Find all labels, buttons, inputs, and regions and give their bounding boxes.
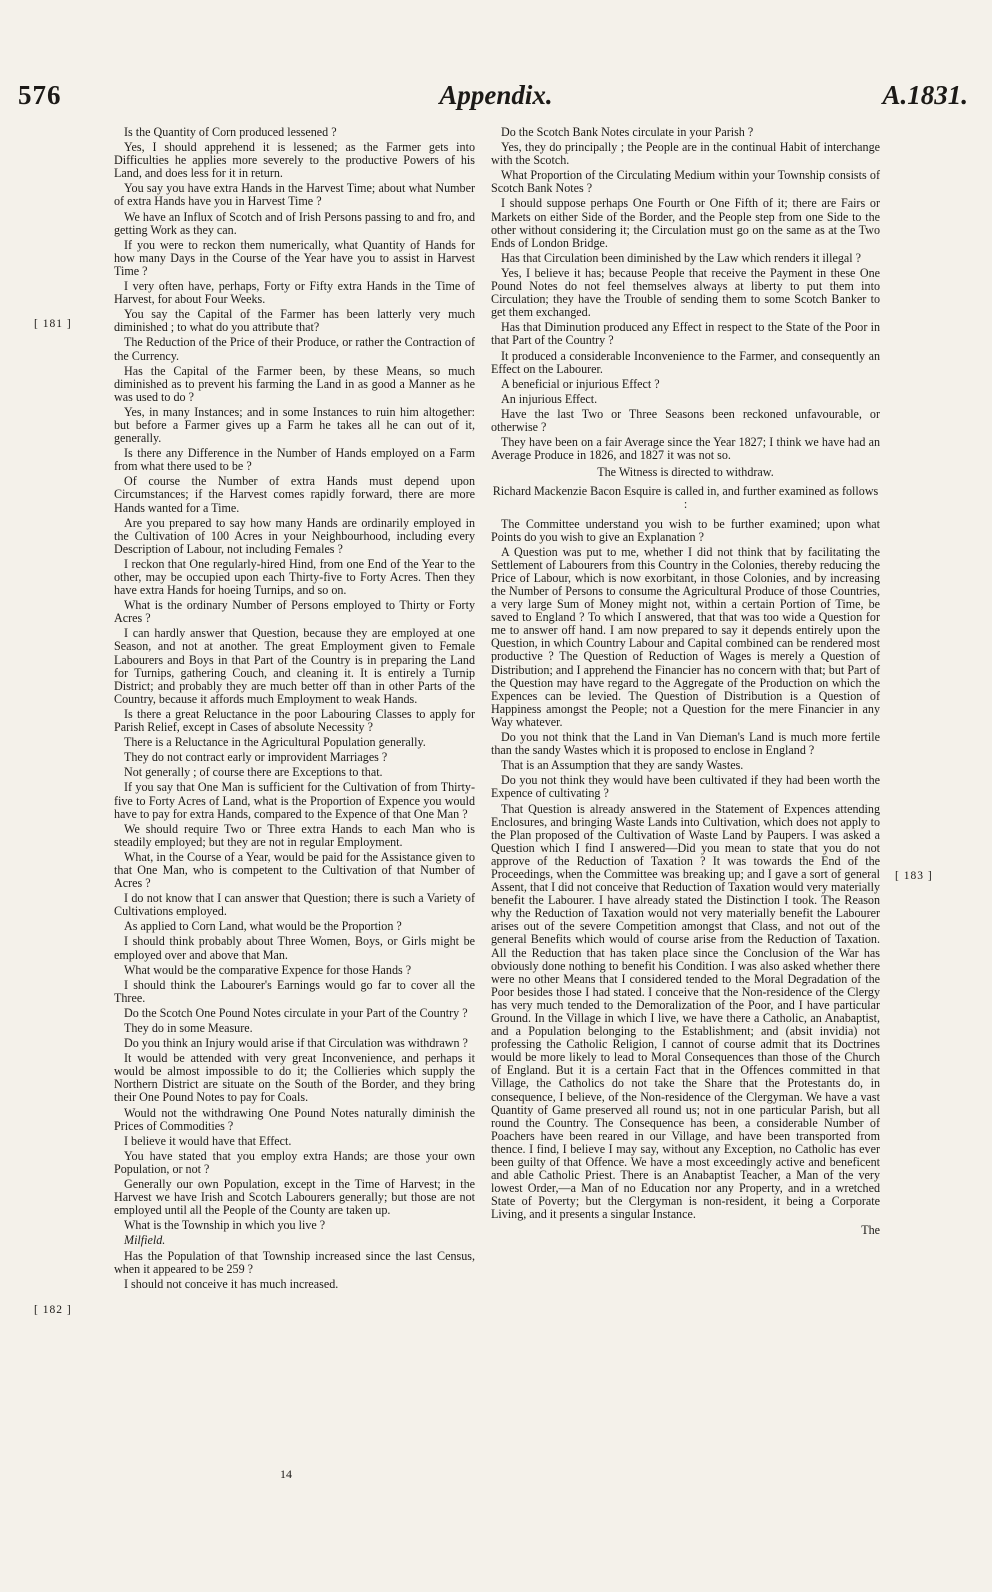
- paragraph: Milfield.: [124, 1233, 166, 1248]
- paragraph: They do not contract early or improvident Marriages ?: [124, 750, 388, 765]
- paragraph: Generally our own Population, except in the Time of Harvest; in the Harvest we have Irish and Scotch Labourers generally; but those are not employed until all the People of the County are taken up.: [114, 1177, 475, 1218]
- paragraph: I should think probably about Three Women, Boys, or Girls might be employed over and above that Man.: [114, 934, 475, 962]
- paragraph: I do not know that I can answer that Question; there is such a Variety of Cultivations employed.: [114, 891, 475, 919]
- paragraph: Do you not think they would have been cultivated if they had been worth the Expence of cultivating ?: [491, 773, 880, 801]
- paragraph: If you were to reckon them numerically, what Quantity of Hands for how many Days in the Course of the Year have you to assist in Harvest Time ?: [114, 237, 475, 278]
- paragraph: Has the Capital of the Farmer been, by these Means, so much diminished as to prevent his farming the Land in as good a Manner as he was used to do ?: [114, 363, 475, 404]
- paragraph: I very often have, perhaps, Forty or Fifty extra Hands in the Time of Harvest, for about Four Weeks.: [114, 279, 475, 307]
- paragraph: The Committee understand you wish to be further examined; upon what Points do you wish to give an Explanation ?: [491, 516, 880, 544]
- paragraph: Do the Scotch Bank Notes circulate in your Parish ?: [501, 125, 754, 139]
- paragraph: Is there any Difference in the Number of Hands employed on a Farm from what there used to be ?: [114, 446, 475, 474]
- paragraph: Do the Scotch One Pound Notes circulate in your Part of the Country ?: [124, 1005, 468, 1020]
- paragraph: The Reduction of the Price of their Produce, or rather the Contraction of the Currency.: [114, 335, 475, 363]
- paragraph: It produced a considerable Inconvenience to the Farmer, and consequently an Effect on the Labourer.: [491, 348, 880, 376]
- witness-called-heading: Richard Mackenzie Bacon Esquire is called in, and further examined as follows :: [492, 484, 879, 512]
- paragraph: I reckon that One regularly-hired Hind, from one End of the Year to the other, may be occupied upon each Thirty-five to Forty Acres. Then they have extra Hands for hoeing Turnips, and so on.: [114, 556, 475, 598]
- witness-withdraw-note: The Witness is directed to withdraw.: [597, 465, 774, 480]
- paragraph: What is the Township in which you live ?: [124, 1218, 326, 1233]
- running-header: [0, 78, 992, 118]
- paragraph: Has that Circulation been diminished by the Law which renders it illegal ?: [501, 250, 862, 265]
- paragraph: I believe it would have that Effect.: [124, 1133, 292, 1148]
- paragraph: Of course the Number of extra Hands must depend upon Circumstances; if the Harvest comes rapidly forward, there are more Hands wanted for a Time.: [114, 474, 475, 515]
- paragraph: What would be the comparative Expence for those Hands ?: [124, 962, 412, 977]
- paragraph: If you say that One Man is sufficient for the Cultivation of from Thirty-five to Forty Acres of Land, what is the Proportion of Expence you would have to pay for extra Hands, compared to the Expence of that One Man ?: [114, 780, 475, 821]
- paragraph: Have the last Two or Three Seasons been reckoned unfavourable, or otherwise ?: [491, 406, 880, 434]
- paragraph: I should not conceive it has much increased.: [124, 1276, 339, 1291]
- paragraph: Has that Diminution produced any Effect in respect to the State of the Poor in that Part of the Country ?: [491, 320, 880, 348]
- paragraph: Is the Quantity of Corn produced lessened ?: [124, 125, 337, 139]
- paragraph: I should think the Labourer's Earnings would go far to cover all the Three.: [114, 977, 475, 1005]
- paragraph: Are you prepared to say how many Hands are ordinarily employed in the Cultivation of 100 Acres in your Neighbourhood, including every Description of Labour, not including Females ?: [114, 515, 475, 556]
- running-year: A.1831.: [882, 80, 968, 110]
- paragraph: Would not the withdrawing One Pound Notes naturally diminish the Prices of Commodities ?: [114, 1105, 475, 1133]
- paragraph: Is there a great Reluctance in the poor Labouring Classes to apply for Parish Relief, except in Cases of absolute Necessity ?: [114, 706, 475, 735]
- paragraph: We should require Two or Three extra Hands to each Man who is steadily employed; but they are not in regular Employment.: [114, 821, 475, 849]
- paragraph: Yes, in many Instances; and in some Instances to ruin him altogether: but before a Farmer gives up a Farm he takes all he can out of it, generally.: [114, 404, 475, 446]
- margin-note-182: [ 182 ]: [34, 1304, 72, 1316]
- paragraph: Yes, I should apprehend it is lessened; as the Farmer gets into Difficulties he applies more severely to the productive Powers of his Land, and does less for it in return.: [114, 140, 475, 181]
- paragraph: Yes, they do principally ; the People are in the continual Habit of interchange with the Scotch.: [491, 140, 880, 168]
- margin-note-181: [ 181 ]: [34, 318, 72, 330]
- paragraph: That is an Assumption that they are sandy Wastes.: [501, 758, 744, 773]
- paragraph: You say the Capital of the Farmer has been latterly very much diminished ; to what do you attribute that?: [114, 307, 475, 335]
- left-column: [114, 126, 475, 1293]
- page-number: 576: [18, 80, 62, 110]
- paragraph: An injurious Effect.: [501, 391, 598, 406]
- paragraph: It would be attended with very great Inconvenience, and perhaps it would be almost impossible to do it; the Collieries which supply the Northern District are situate on the South of the Border, and they bring their One Pound Notes to pay for Coals.: [114, 1051, 475, 1105]
- paragraph: That Question is already answered in the Statement of Expences attending Enclosures, and bringing Waste Lands into Cultivation, which does not apply to the Plan proposed of the Cultivation of Waste Land by Paupers. I was asked a Question which I find I answered—Did you mean to state that you do not approve of the Reduction of Taxation ? It was towards the End of the Proceedings, when the Committee was breaking up; and I gave a sort of general Assent, that I did not conceive that Reduction of Taxation would very materially benefit the Labourer. I have already stated the Distinction I took. The Reason why the Reduction of Taxation would not very materially benefit the Labourer arises out of the severe Competition amongst that Class, and not out of the general Benefits which would of course arise from the Reduction of Taxation. All the Reduction that has taken place since the Conclusion of the War has obviously done nothing to benefit his Condition. I was also asked whether there were no other Means that I considered tended to the Moral Degradation of the Poor besides those I had stated. I conceive that the Non-residence of the Clergy has very much tended to the Demoralization of the Poor, and I have particular Ground. In the Village in which I live, we have there a Catholic, an Anabaptist, and a Population belonging to the Establishment; and (absit invidia) not professing the Catholic Religion, I cannot of course admit that its Doctrines would be more likely to lead to Moral Consequences than those of the Church of England. But it is a certain Fact that in the Offences committed in that Village, the Catholics do not take the Share that the Protestants do, in consequence, I believe, of the Non-residence of the Clergyman. We have a vast Quantity of Game preserved all round us; not in one particular Parish, but all round the Country. The Consequence has been, a considerable Number of Poachers have been reared in our Village, and have been transported from thence. I find, I believe I may say, without any Exception, no Catholic has ever been guilty of that Offence. We have a most exceedingly active and beneficent and able Catholic Priest. There is an Anabaptist Teacher, a Man of the very lowest Order,—a Man of no Education nor any Property, and in a wretched State of Poverty; but the Clergyman is non-resident, it being a Corporate Living, and it presents a singular Instance.: [491, 801, 880, 1222]
- paragraph: Do you not think that the Land in Van Dieman's Land is much more fertile than the sandy Wastes which it is proposed to enclose in England ?: [491, 730, 880, 758]
- paragraph: Do you think an Injury would arise if that Circulation was withdrawn ?: [124, 1036, 468, 1051]
- paragraph: They have been on a fair Average since the Year 1827; I think we have had an Average Produce in 1826, and 1827 it was not so.: [491, 435, 880, 463]
- paragraph: You have stated that you employ extra Hands; are those your own Population, or not ?: [114, 1148, 475, 1176]
- paragraph: I can hardly answer that Question, because they are employed at one Season, and not at another. The great Employment given to Female Labourers and Boys in that Part of the Country is in preparing the Land for Turnips, gathering Couch, and cleaning it. It is entirely a Turnip District; and probably they are much better off than in other Parts of the Country, because it affords much Employment to weak Hands.: [114, 626, 475, 706]
- right-column: [491, 126, 880, 1239]
- paragraph: They do in some Measure.: [124, 1021, 253, 1035]
- paragraph: We have an Influx of Scotch and of Irish Persons passing to and fro, and getting Work as they can.: [114, 209, 475, 237]
- paragraph: What Proportion of the Circulating Medium within your Township consists of Scotch Bank Notes ?: [491, 168, 880, 196]
- paragraph: There is a Reluctance in the Agricultural Population generally.: [124, 735, 426, 750]
- paragraph: You say you have extra Hands in the Harvest Time; about what Number of extra Hands have you in Harvest Time ?: [114, 181, 475, 209]
- paragraph: Has the Population of that Township increased since the last Census, when it appeared to be 259 ?: [114, 1248, 475, 1276]
- paragraph: A Question was put to me, whether I did not think that by facilitating the Settlement of Labourers from this Country in the Colonies, thereby reducing the Price of Labour, which is now exorbitant, in those Colonies, and by increasing the Number of Persons to consume the Agricultural Produce of those Countries, a very large Sum of Money might not, within a certain Portion of Time, be saved to England ? To which I answered, that that was too wide a Question for me to answer off hand. I am now prepared to say it depends entirely upon the Question, in which Country Labour and Capital combined can be rendered most productive ? The Question of Reduction of Wages is merely a Question of Distribution; and I apprehend the Financier has no concern with that; but Part of the Question may have regard to the Aggregate of the Production on which the Expences can be levied. The Question of Distribution is a Question of Happiness amongst the People; not a Question for the mere Financier in any Way whatever.: [491, 544, 880, 729]
- paragraph: Not generally ; of course there are Exceptions to that.: [124, 765, 383, 780]
- paragraph: What, in the Course of a Year, would be paid for the Assistance given to that One Man, who is competent to the Cultivation of that Number of Acres ?: [114, 849, 475, 891]
- signature-mark: 14: [280, 1467, 292, 1481]
- paragraph: What is the ordinary Number of Persons employed to Thirty or Forty Acres ?: [114, 598, 475, 626]
- margin-note-183: [ 183 ]: [895, 870, 933, 882]
- paragraph: I should suppose perhaps One Fourth or One Fifth of it; there are Fairs or Markets on either Side of the Border, and the People step from one Side to the other without considering it; the Circulation must go on the same as at the Two Ends of London Bridge.: [491, 196, 880, 250]
- paragraph: As applied to Corn Land, what would be the Proportion ?: [124, 919, 402, 934]
- catchword: The: [861, 1222, 880, 1237]
- paragraph: A beneficial or injurious Effect ?: [501, 376, 660, 391]
- paragraph: Yes, I believe it has; because People that receive the Payment in these One Pound Notes do not feel themselves always at liberty to put them into Circulation; they have the Trouble of sending them to some Scotch Banker to get them exchanged.: [491, 265, 880, 320]
- running-title: Appendix.: [439, 80, 553, 110]
